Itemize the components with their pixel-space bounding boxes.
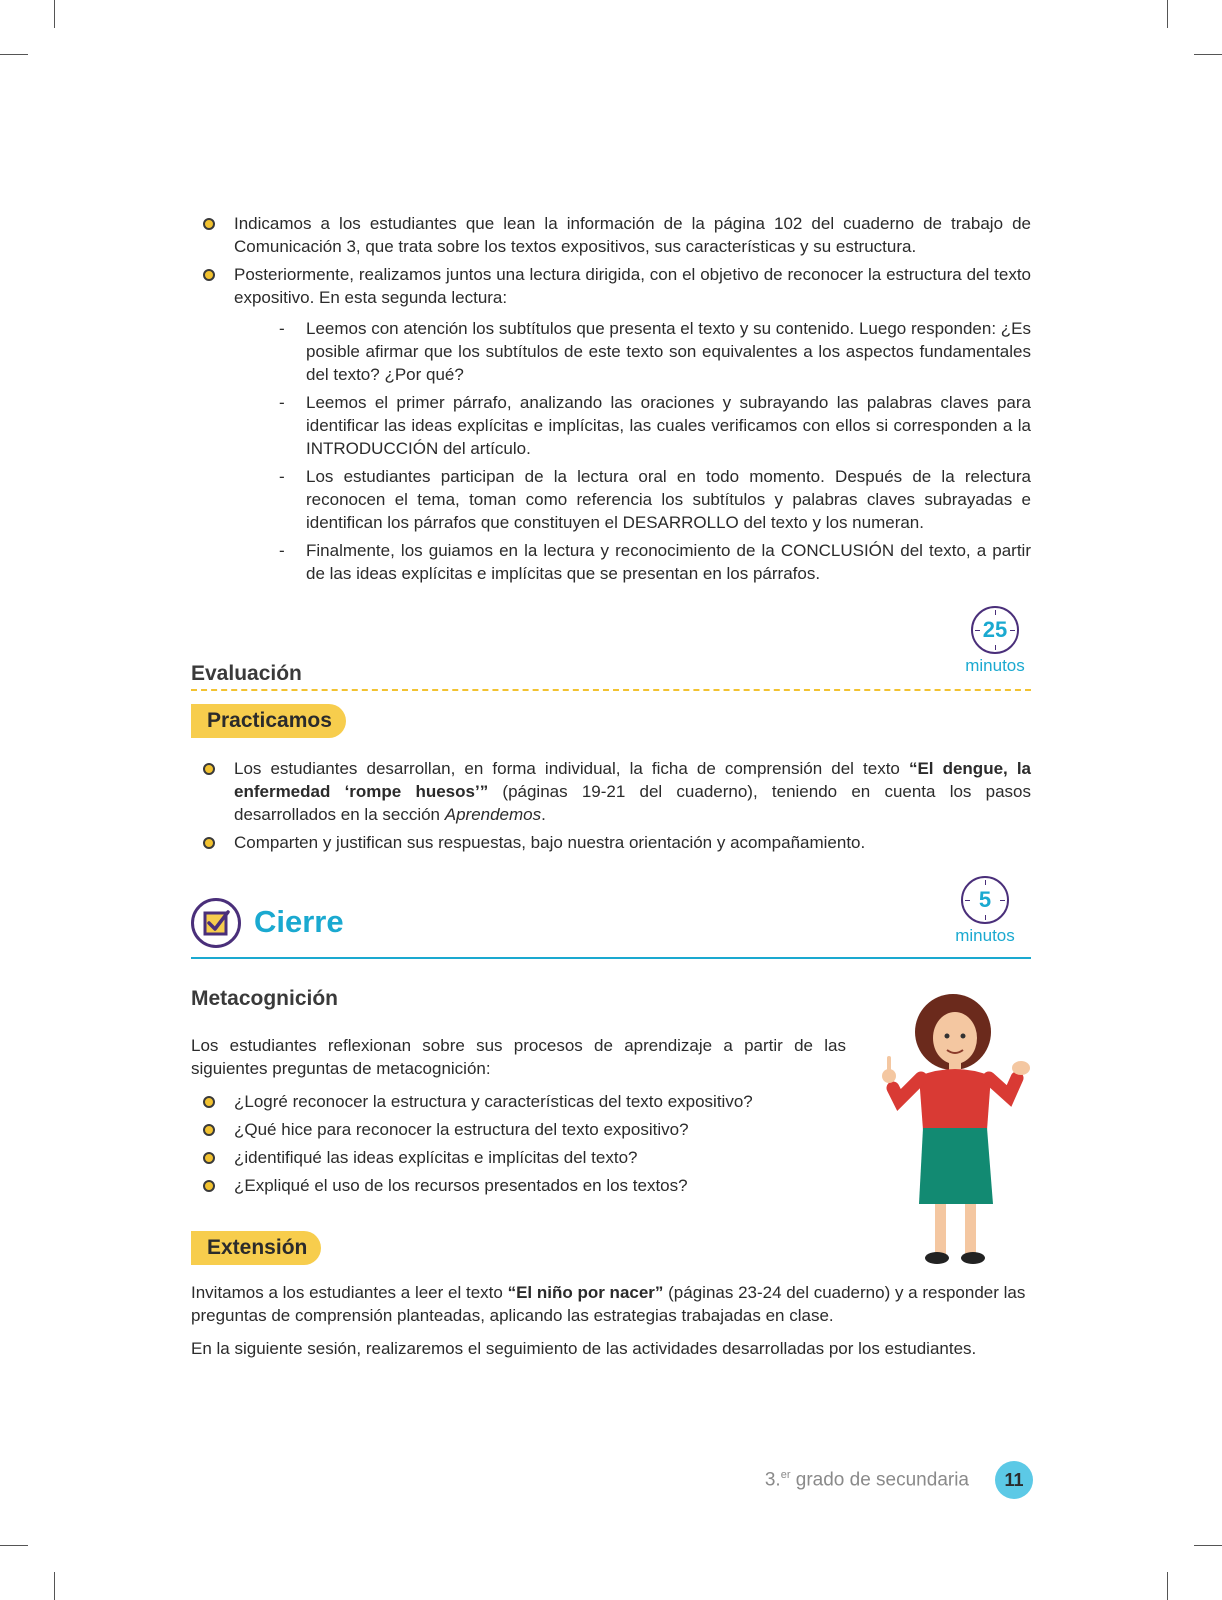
practicamos-label: Practicamos [191,704,346,738]
text-italic: Aprendemos [444,805,542,824]
text: grado de secundaria [790,1469,969,1491]
text: (páginas 23-24 del cuaderno) y a responder las preguntas de comprensión planteadas, aplicando las estrategias trabajadas en clase. [191,1283,1026,1325]
metacognicion-intro: Los estudiantes reflexionan sobre sus procesos de aprendizaje a partir de las siguientes preguntas de metacognición: [191,1036,846,1078]
page-number: 11 [995,1461,1033,1499]
step-item: - Finalmente, los guiamos en la lectura y reconocimiento de la CONCLUSIÓN del texto, a partir de las ideas explícitas e implícitas que se presentan en los párrafos. [234,539,1031,585]
question-item: ¿identifiqué las ideas explícitas e implícitas del texto? [191,1146,846,1169]
crop-mark [0,1545,28,1546]
list-item [191,263,1031,585]
text: (páginas 19-21 del cuaderno), teniendo en cuenta los pasos desarrollados en la sección [234,782,1031,824]
teacher-illustration [875,992,1035,1272]
evaluacion-timer [950,606,1040,676]
cierre-timer [940,876,1030,946]
cierre-title: Cierre [254,904,344,939]
extension-paragraph: En la siguiente sesión, realizaremos el seguimiento de las actividades desarrolladas por los estudiantes. [191,1339,977,1358]
question-item: ¿Logré reconocer la estructura y características del texto expositivo? [191,1090,846,1113]
crop-mark [1194,54,1222,55]
cierre-divider [191,957,1031,959]
evaluacion-heading: Evaluación [191,662,302,685]
checkbox-icon [191,898,241,948]
list-item: Comparten y justifican sus respuestas, bajo nuestra orientación y acompañamiento. [191,831,1031,854]
question-item: ¿Qué hice para reconocer la estructura del texto expositivo? [191,1118,846,1141]
practicamos-section [191,757,1031,859]
timer-value: 25 [982,617,1008,642]
list-item [191,757,1031,826]
crop-mark [1167,1572,1168,1600]
text: Invitamos a los estudiantes a leer el texto [191,1283,508,1302]
step-item: - Los estudiantes participan de la lectura oral en todo momento. Después de la relectura reconocen el tema, toman como referencia los subtítulos y palabras claves subrayadas e identifican los párrafos que constituyen el DESARROLLO del texto y los numeran. [234,465,1031,534]
evaluacion-divider [191,689,1031,691]
question-item: ¿Expliqué el uso de los recursos presentados en los textos? [191,1174,846,1197]
metacognicion-section [191,1034,846,1202]
crop-mark [0,54,28,55]
crop-mark [54,1572,55,1600]
text: er [780,1469,791,1481]
cierre-header [191,898,1031,960]
clock-icon [971,606,1019,654]
list-item-text: Posteriormente, realizamos juntos una lectura dirigida, con el objetivo de reconocer la estructura del texto expositivo. En esta segunda lectura: [234,265,1031,307]
clock-icon [961,876,1009,924]
text: Los estudiantes desarrollan, en forma individual, la ficha de comprensión del texto [234,759,909,778]
text: . [541,805,546,824]
text: 3. [764,1469,781,1491]
metacognicion-heading: Metacognición [191,987,339,1010]
extension-section [191,1281,1031,1360]
crop-mark [1167,0,1168,28]
extension-paragraph [191,1281,1031,1327]
extension-label: Extensión [191,1231,321,1265]
crop-mark [54,0,55,28]
crop-mark [1194,1545,1222,1546]
timer-unit: minutos [965,656,1025,675]
timer-value: 5 [978,887,992,912]
step-item: - Leemos con atención los subtítulos que presenta el texto y su contenido. Luego responden: ¿Es posible afirmar que los subtítulos de este texto son equivalentes a los aspectos fundamentales del texto? ¿Por qué? [234,317,1031,386]
grade-label [765,1469,969,1491]
text-bold: “El dengue, la enfermedad ‘rompe huesos’” [234,759,1032,801]
list-item: Indicamos a los estudiantes que lean la información de la página 102 del cuaderno de trabajo de Comunicación 3, que trata sobre los textos expositivos, sus características y su estructura. [191,212,1031,258]
reading-steps-list [234,317,1031,585]
intro-section [191,212,1031,590]
text-bold: “El niño por nacer” [507,1283,664,1302]
timer-unit: minutos [955,926,1015,945]
footer [740,1461,1033,1501]
step-item: - Leemos el primer párrafo, analizando las oraciones y subrayando las palabras claves para identificar las ideas explícitas e implícitas, las cuales verificamos con ellos si corresponden a la INTRODUCCIÓN del artículo. [234,391,1031,460]
